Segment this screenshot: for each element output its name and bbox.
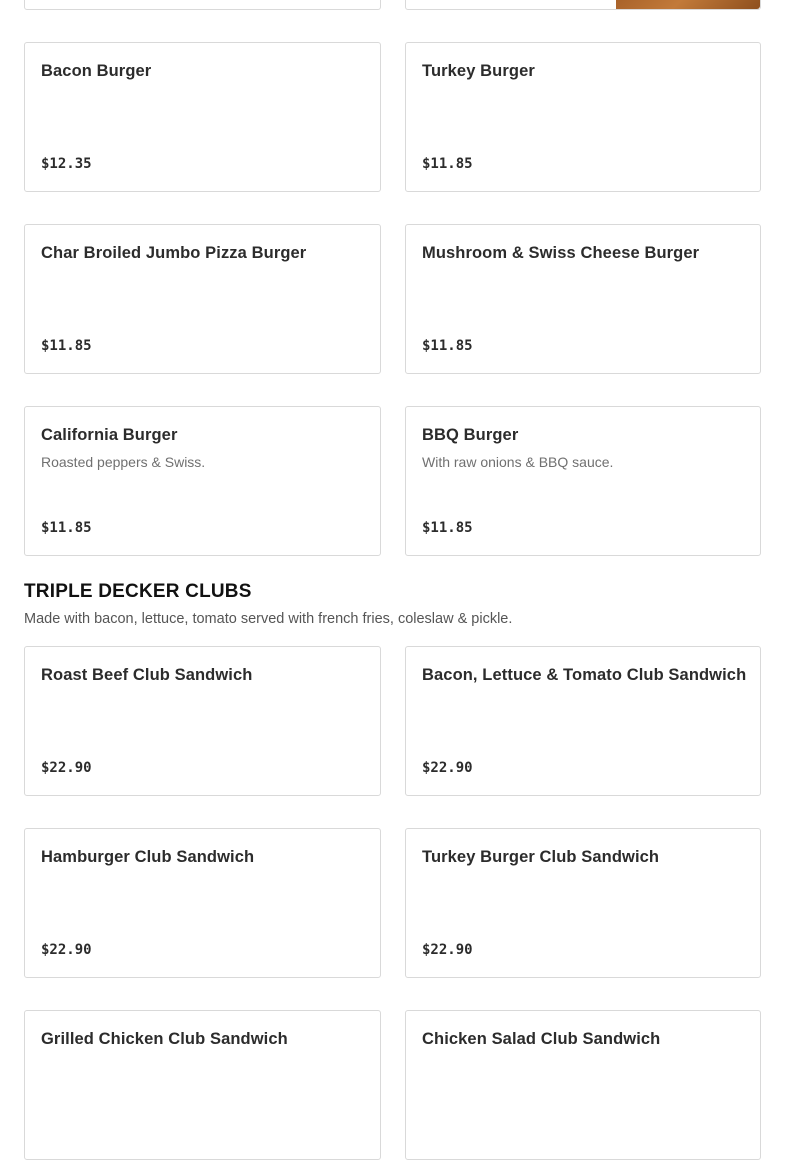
- menu-item-card[interactable]: [405, 646, 761, 796]
- menu-item-card[interactable]: [24, 42, 381, 192]
- menu-item-price: $22.90: [422, 760, 473, 776]
- menu-item-name: Bacon, Lettuce & Tomato Club Sandwich: [422, 666, 747, 684]
- menu-item-name: Roast Beef Club Sandwich: [41, 666, 253, 684]
- menu-item-card[interactable]: [405, 224, 761, 374]
- section-description: Made with bacon, lettuce, tomato served with french fries, coleslaw & pickle.: [24, 611, 513, 627]
- menu-item-name: Turkey Burger: [422, 62, 535, 80]
- menu-item-name: Bacon Burger: [41, 62, 152, 80]
- menu-item-card[interactable]: [24, 1010, 381, 1160]
- menu-item-card[interactable]: [405, 42, 761, 192]
- menu-item-price: $11.85: [422, 520, 473, 536]
- menu-item-name: BBQ Burger: [422, 426, 519, 444]
- menu-item-name: Chicken Salad Club Sandwich: [422, 1030, 661, 1048]
- menu-item-card[interactable]: [405, 828, 761, 978]
- menu-item-name: California Burger: [41, 426, 178, 444]
- menu-item-card[interactable]: [24, 646, 381, 796]
- menu-item-name: Char Broiled Jumbo Pizza Burger: [41, 244, 307, 262]
- menu-item-price: $22.90: [41, 760, 92, 776]
- menu-item-card[interactable]: [405, 406, 761, 556]
- menu-item-name: Mushroom & Swiss Cheese Burger: [422, 244, 700, 262]
- menu-item-price: $22.90: [422, 942, 473, 958]
- menu-item-card-partial[interactable]: [405, 0, 761, 10]
- menu-item-description: With raw onions & BBQ sauce.: [422, 454, 614, 470]
- menu-item-card[interactable]: [405, 1010, 761, 1160]
- menu-item-name: Grilled Chicken Club Sandwich: [41, 1030, 288, 1048]
- menu-item-price: $22.90: [41, 942, 92, 958]
- menu-item-price: $11.85: [41, 520, 92, 536]
- menu-item-card[interactable]: [24, 828, 381, 978]
- food-photo: [616, 0, 760, 9]
- menu-item-price: $11.85: [422, 156, 473, 172]
- menu-item-card[interactable]: [24, 406, 381, 556]
- menu-item-name: Turkey Burger Club Sandwich: [422, 848, 660, 866]
- menu-item-description: Roasted peppers & Swiss.: [41, 454, 206, 470]
- menu-item-name: Hamburger Club Sandwich: [41, 848, 255, 866]
- menu-item-price: $11.85: [41, 338, 92, 354]
- menu-item-price: $11.85: [422, 338, 473, 354]
- menu-item-card-partial[interactable]: [24, 0, 381, 10]
- section-title: TRIPLE DECKER CLUBS: [24, 581, 252, 602]
- menu-item-price: $12.35: [41, 156, 92, 172]
- menu-item-card[interactable]: [24, 224, 381, 374]
